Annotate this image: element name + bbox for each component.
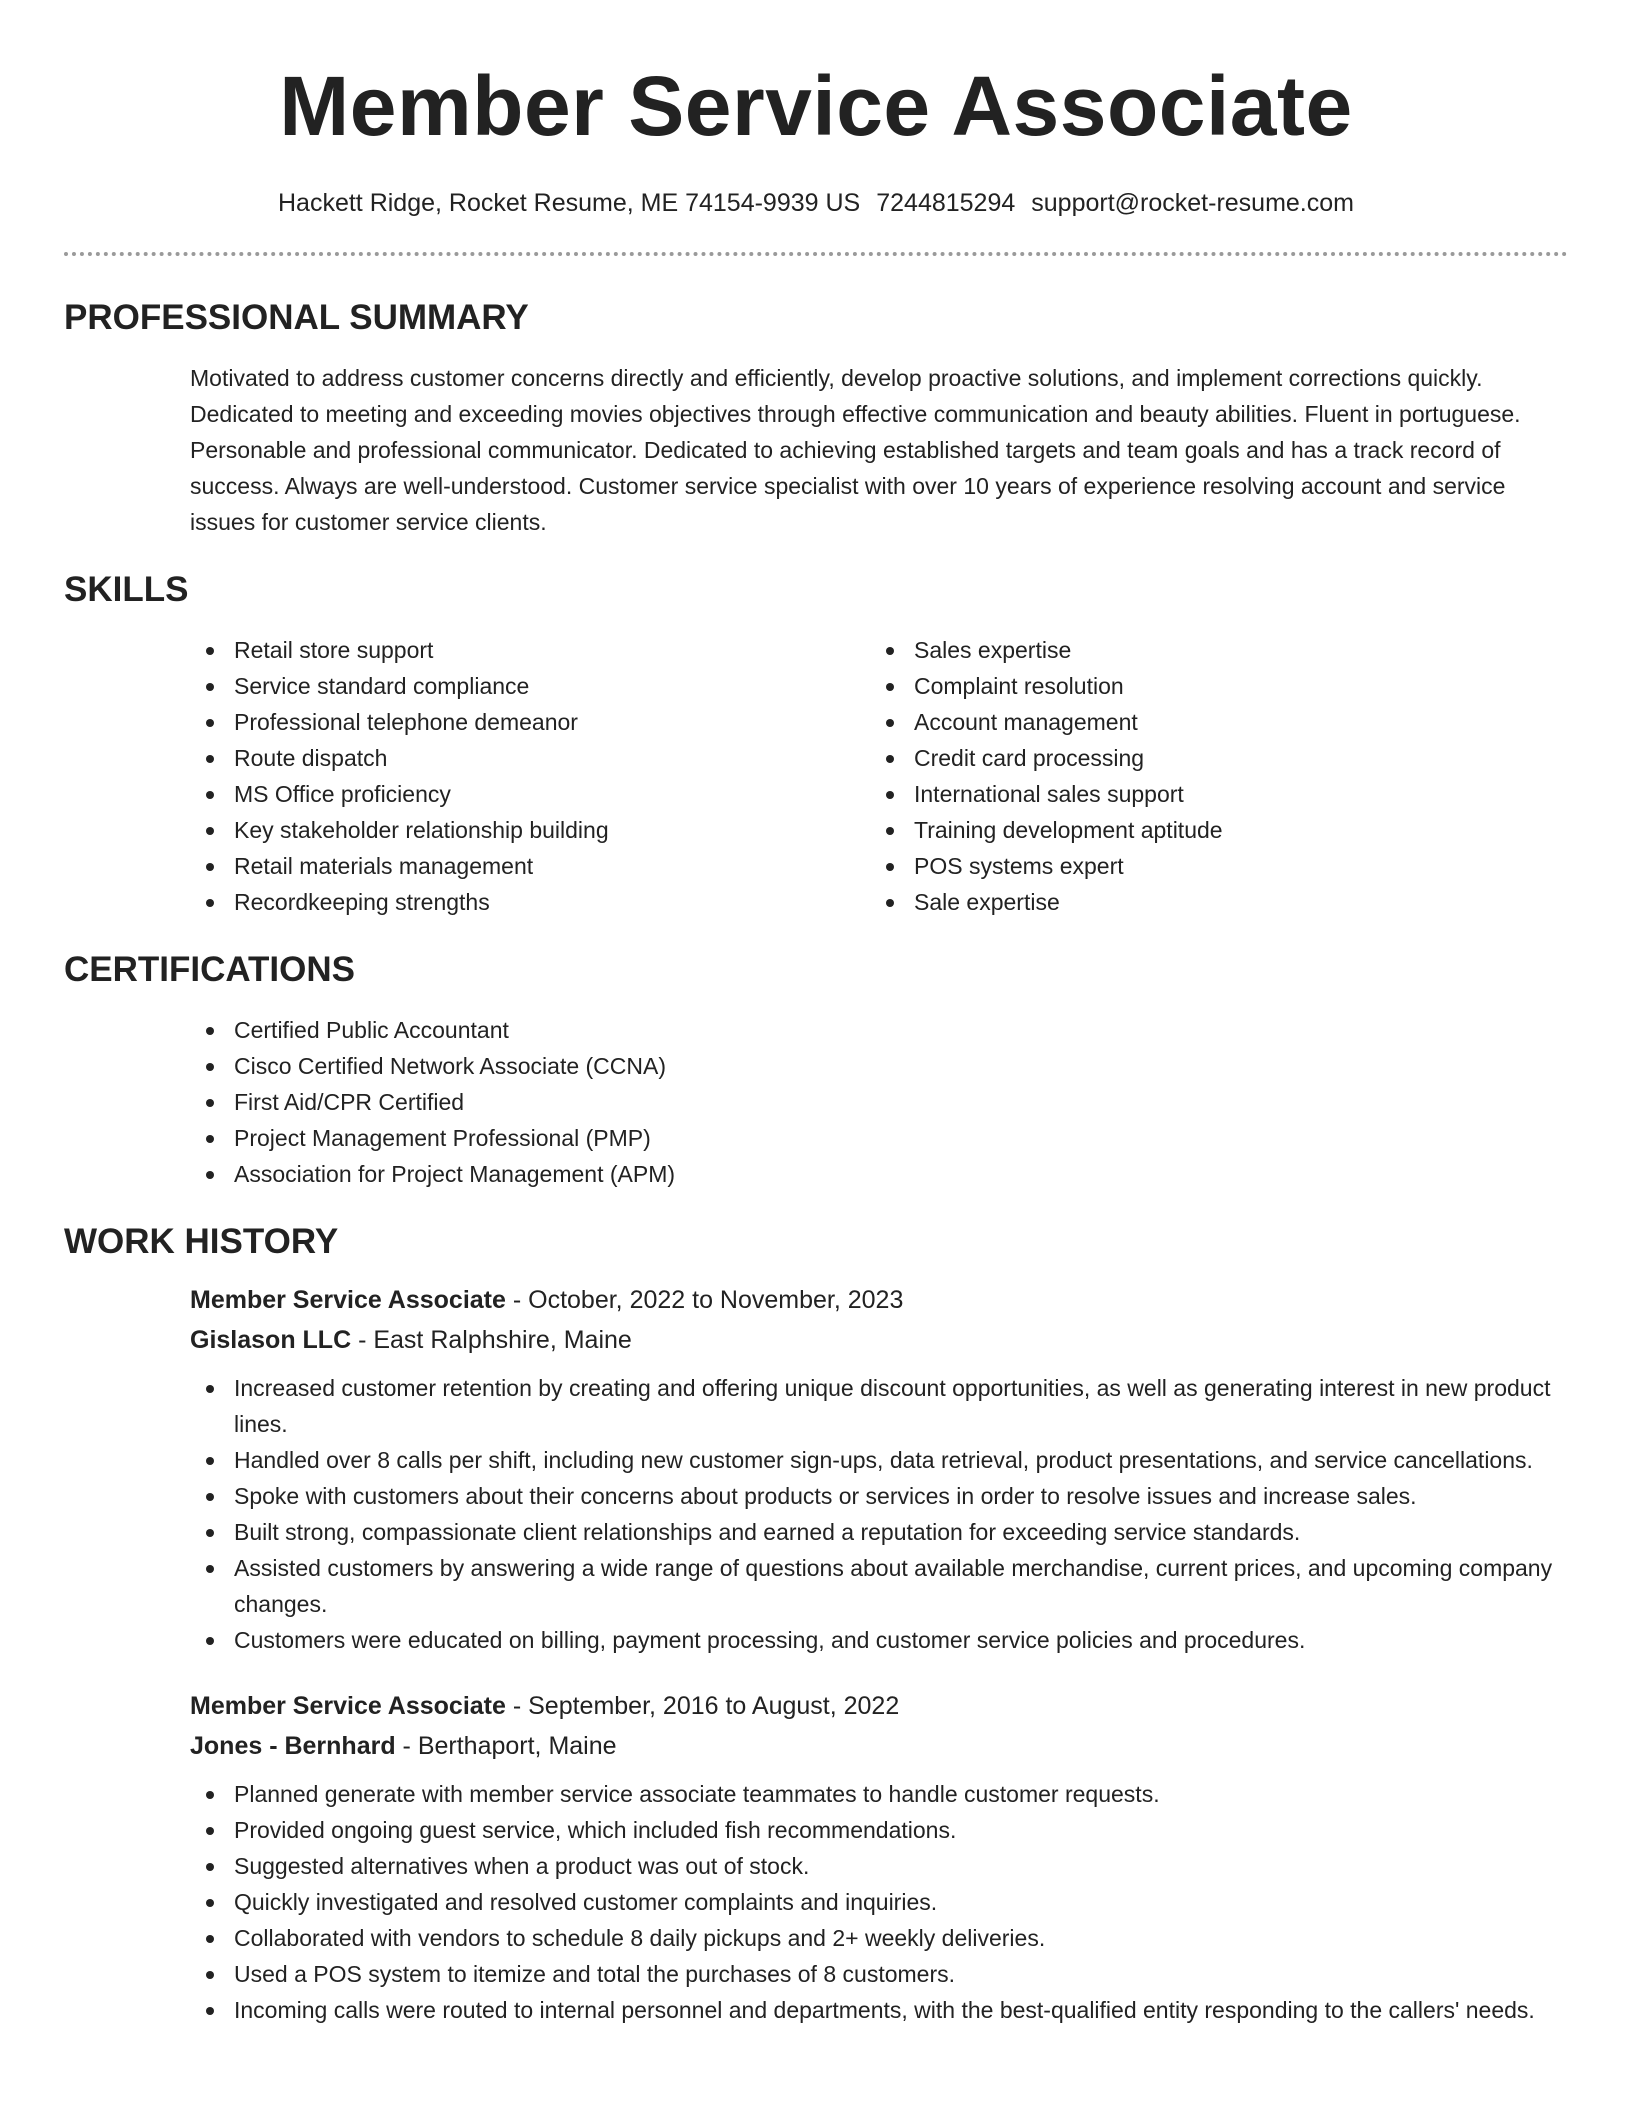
job-company: Gislason LLC [190, 1326, 352, 1354]
certification-item: Cisco Certified Network Associate (CCNA) [190, 1048, 1568, 1084]
job-company-line [190, 1726, 1568, 1766]
job-bullet: Provided ongoing guest service, which included fish recommendations. [190, 1812, 1568, 1848]
job-location: - East Ralphshire, Maine [351, 1326, 632, 1354]
work-history-heading: WORK HISTORY [64, 1222, 339, 1261]
summary-heading: PROFESSIONAL SUMMARY [64, 298, 529, 337]
job-bullet: Built strong, compassionate client relationships and earned a reputation for exceeding service standards. [190, 1514, 1568, 1550]
job-bullet: Quickly investigated and resolved customer complaints and inquiries. [190, 1884, 1568, 1920]
job-bullet: Spoke with customers about their concerns about products or services in order to resolve issues and increase sales. [190, 1478, 1568, 1514]
job-company: Jones - Bernhard [190, 1732, 396, 1760]
certifications-heading: CERTIFICATIONS [64, 950, 356, 989]
skill-item: Retail store support [190, 632, 870, 668]
job-dates: - September, 2016 to August, 2022 [505, 1692, 900, 1720]
job-bullet: Assisted customers by answering a wide range of questions about available merchandise, current prices, and upcoming company changes. [190, 1550, 1568, 1622]
job-bullet: Customers were educated on billing, payment processing, and customer service policies and procedures. [190, 1622, 1568, 1658]
skill-item: Service standard compliance [190, 668, 870, 704]
contact-line [64, 186, 1568, 220]
job-bullet: Handled over 8 calls per shift, including new customer sign-ups, data retrieval, product presentations, and service cancellations. [190, 1442, 1568, 1478]
skill-item: Complaint resolution [870, 668, 1550, 704]
contact-address: Hackett Ridge, Rocket Resume, ME 74154-9939 US [278, 189, 861, 217]
job-entry [190, 1280, 1568, 1658]
skill-item: POS systems expert [870, 848, 1550, 884]
skill-item: Sale expertise [870, 884, 1550, 920]
skill-item: Account management [870, 704, 1550, 740]
skill-item: Professional telephone demeanor [190, 704, 870, 740]
job-title-line [190, 1280, 1568, 1320]
skills-heading: SKILLS [64, 570, 189, 609]
job-dates: - October, 2022 to November, 2023 [505, 1286, 904, 1314]
job-bullet: Used a POS system to itemize and total the purchases of 8 customers. [190, 1956, 1568, 1992]
job-bullet: Increased customer retention by creating and offering unique discount opportunities, as well as generating interest in new product lines. [190, 1370, 1568, 1442]
job-bullet: Collaborated with vendors to schedule 8 daily pickups and 2+ weekly deliveries. [190, 1920, 1568, 1956]
header-divider [64, 252, 1568, 256]
contact-phone: 7244815294 [876, 189, 1016, 217]
certifications-section [64, 950, 1568, 1192]
skill-item: Key stakeholder relationship building [190, 812, 870, 848]
certifications-list [190, 1012, 1568, 1192]
job-title: Member Service Associate [190, 1286, 506, 1314]
certification-item: Association for Project Management (APM) [190, 1156, 1568, 1192]
skill-item: Sales expertise [870, 632, 1550, 668]
certification-item: First Aid/CPR Certified [190, 1084, 1568, 1120]
job-title: Member Service Associate [190, 1692, 506, 1720]
job-bullet: Incoming calls were routed to internal personnel and departments, with the best-qualified entity responding to the callers' needs. [190, 1992, 1568, 2028]
skill-item: Route dispatch [190, 740, 870, 776]
job-location: - Berthaport, Maine [395, 1732, 617, 1760]
job-entry [190, 1686, 1568, 2028]
skill-item: Recordkeeping strengths [190, 884, 870, 920]
job-company-line [190, 1320, 1568, 1360]
skill-item: International sales support [870, 776, 1550, 812]
skill-item: Training development aptitude [870, 812, 1550, 848]
work-history-section [64, 1222, 1568, 2028]
skill-item: Retail materials management [190, 848, 870, 884]
resume-title: Member Service Associate [279, 59, 1353, 153]
skills-list-right [870, 632, 1550, 920]
job-bullets [190, 1776, 1568, 2028]
certification-item: Project Management Professional (PMP) [190, 1120, 1568, 1156]
skill-item: Credit card processing [870, 740, 1550, 776]
jobs-container [190, 1280, 1568, 2028]
job-bullet: Planned generate with member service associate teammates to handle customer requests. [190, 1776, 1568, 1812]
job-bullet: Suggested alternatives when a product was out of stock. [190, 1848, 1568, 1884]
skill-item: MS Office proficiency [190, 776, 870, 812]
skills-list-left [190, 632, 870, 920]
summary-text: Motivated to address customer concerns directly and efficiently, develop proactive solutions, and implement corrections quickly. Dedicated to meeting and exceeding movies objectives through effective communication and beauty abilities. Fluent in portuguese. Personable and professional communicator. Dedicated to achieving established targets and team goals and has a track record of success. Always are well-understood. Customer service specialist with over 10 years of experience resolving account and service issues for customer service clients. [190, 365, 1521, 535]
certification-item: Certified Public Accountant [190, 1012, 1568, 1048]
job-bullets [190, 1370, 1568, 1658]
contact-email: support@rocket-resume.com [1031, 189, 1354, 217]
summary-section [64, 298, 1568, 540]
job-title-line [190, 1686, 1568, 1726]
skills-section [64, 570, 1568, 920]
